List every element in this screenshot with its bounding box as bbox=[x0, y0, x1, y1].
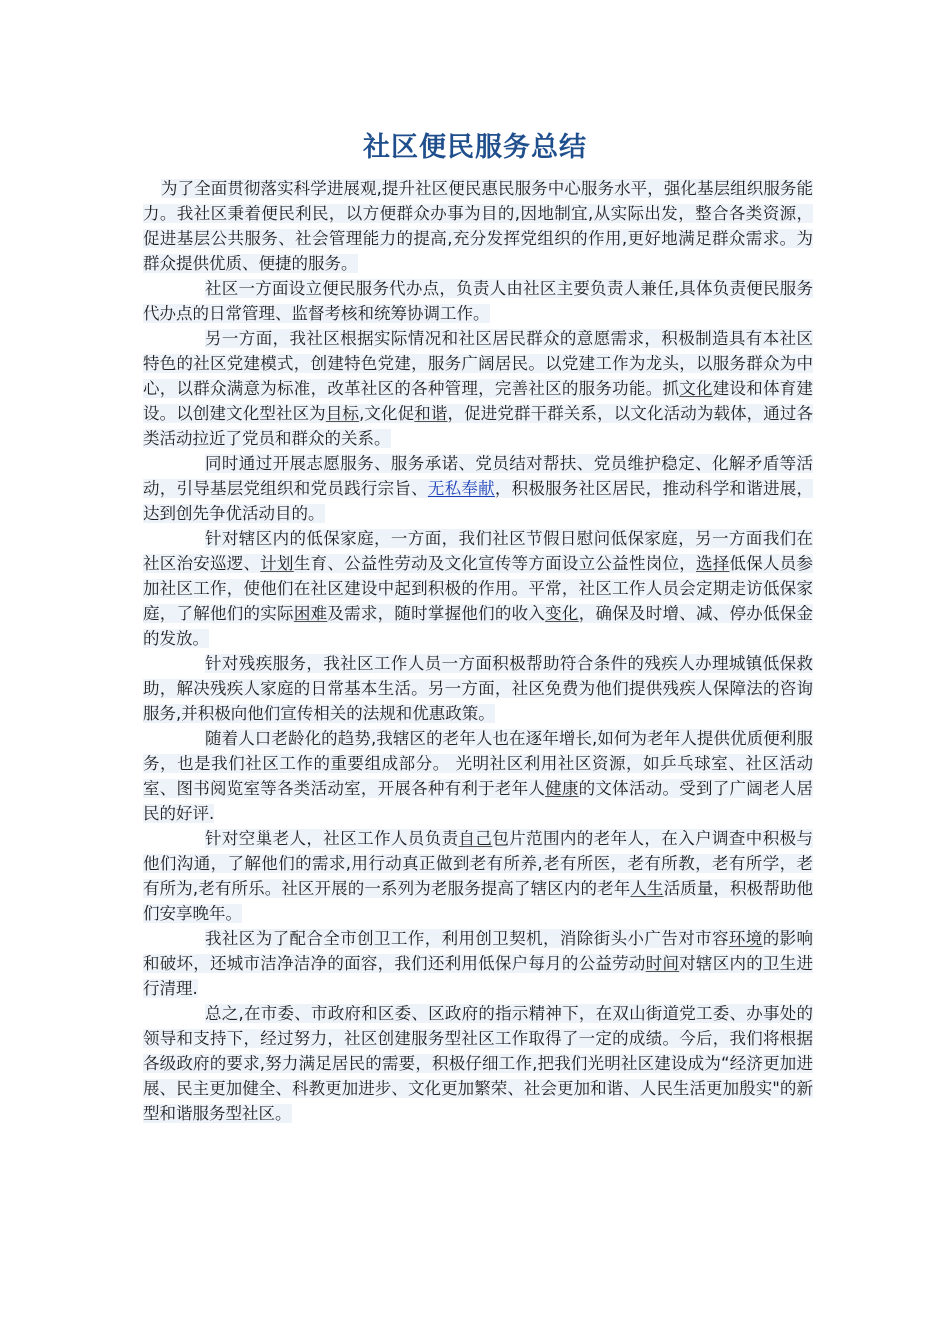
text-segment: 另一方面，我社区根据实际情况和社区居民群众的意愿需求，积极制造具有本社区特色的社区党建模式，创建特色党建，服务广阔居民。以党建工作为龙头，以服务群众为中心，以群众满意为标准，改革社区的各种管理，完善社区的服务功能。抓 bbox=[143, 329, 813, 398]
text-segment: 针对辖区内的低保家庭，一方面，我们社区节假日慰问低保家庭，另一方面我们在社区治安巡逻、 bbox=[143, 529, 813, 573]
paragraph-10 bbox=[143, 1001, 813, 1126]
text-segment: 随着人口老龄化的趋势,我辖区的老年人也在逐年增长,如何为老年人提供优质便利服务，也是我们社区工作的重要组成部分。 光明社区利用社区资源，如乒乓球室、社区活动室、图书阅览室等各类活动室，开展各种有利于老年人 bbox=[143, 729, 813, 798]
underlined-term: 时间 bbox=[645, 954, 680, 973]
paragraph-text bbox=[143, 929, 813, 998]
underlined-term: 选择 bbox=[695, 554, 730, 573]
paragraph-text bbox=[143, 829, 813, 923]
paragraph-6 bbox=[143, 651, 813, 726]
text-segment: 针对残疾服务，我社区工作人员一方面积极帮助符合条件的残疾人办理城镇低保救助，解决残疾人家庭的日常基本生活。另一方面，社区免费为他们提供残疾人保障法的咨询服务,并积极向他们宣传相关的法规和优惠政策。 bbox=[143, 654, 813, 723]
underlined-term: 人生 bbox=[630, 879, 664, 898]
text-segment: ，积极服务社区居民，推动科学和谐进展，达到创先争优活动目的。 bbox=[143, 479, 814, 523]
text-segment: 针对空巢老人，社区工作人员负责 bbox=[205, 829, 459, 848]
underlined-term: 变化 bbox=[545, 604, 579, 623]
text-segment: ，确保及时增、减、停办低保金的发放。 bbox=[143, 604, 814, 648]
underlined-term: 文化 bbox=[679, 379, 713, 398]
text-segment: 为了全面贯彻落实科学进展观,提升社区便民惠民服务中心服务水平，强化基层组织服务能力。我社区秉着便民利民，以方便群众办事为目的,因地制宜,从实际出发，整合各类资源，促进基层公共服务、社会管理能力的提高,充分发挥党组织的作用,更好地满足群众需求。为群众提供优质、便捷的服务。 bbox=[143, 179, 813, 273]
text-segment: 活质量，积极帮助他们安享晚年。 bbox=[143, 879, 814, 923]
page-title: 社区便民服务总结 bbox=[363, 132, 587, 163]
paragraph-1 bbox=[143, 176, 813, 276]
paragraph-text bbox=[143, 529, 813, 648]
paragraph-8 bbox=[143, 826, 813, 926]
paragraph-text bbox=[143, 654, 813, 723]
paragraph-2 bbox=[143, 276, 813, 326]
text-segment: 包片范围内的老年人，在入户调查中积极与他们沟通，了解他们的需求,用行动真正做到老有所养,老有所医，老有所教，老有所学，老有所为,老有所乐。社区开展的一系列为老服务提高了辖区内的老年 bbox=[143, 829, 814, 898]
underlined-term: 计划 bbox=[260, 554, 294, 573]
paragraph-3 bbox=[143, 326, 813, 451]
text-segment: 及需求，随时掌握他们的收入 bbox=[327, 604, 546, 623]
document-body bbox=[143, 176, 813, 1126]
paragraph-text bbox=[143, 179, 813, 273]
text-segment: 我社区为了配合全市创卫工作，利用创卫契机，消除街头小广告对市容 bbox=[205, 929, 729, 948]
text-segment: ，促进党群干群关系，以文化活动为载体，通过各类活动拉近了党员和群众的关系。 bbox=[143, 404, 814, 448]
text-segment: 建设和体育建设。以创建文化型社区为 bbox=[143, 379, 814, 423]
text-segment: 对辖区内的卫生进行清理. bbox=[143, 954, 814, 998]
underlined-term: 和谐 bbox=[414, 404, 448, 423]
hyperlink[interactable]: 无私奉献 bbox=[427, 479, 495, 498]
paragraph-7 bbox=[143, 726, 813, 826]
underlined-term: 环境 bbox=[728, 929, 763, 948]
paragraph-text bbox=[143, 729, 813, 823]
paragraph-5 bbox=[143, 526, 813, 651]
paragraph-text bbox=[143, 279, 813, 323]
paragraph-9 bbox=[143, 926, 813, 1001]
text-segment: 的影响和破坏，还城市洁净洁净的面容，我们还利用低保户每月的公益劳动 bbox=[143, 929, 814, 973]
paragraph-4 bbox=[143, 451, 813, 526]
text-segment: 总之,在市委、市政府和区委、区政府的指示精神下，在双山街道党工委、办事处的领导和支持下，经过努力，社区创建服务型社区工作取得了一定的成绩。今后，我们将根据各级政府的要求,努力满足居民的需要，积极仔细工作,把我们光明社区建设成为“经济更加进展、民主更加健全、科教更加进步、文化更加繁荣、社会更加和谐、人民生活更加殷实"的新型和谐服务型社区。 bbox=[143, 1004, 813, 1123]
text-segment: 同时通过开展志愿服务、服务承诺、党员结对帮扶、党员维护稳定、化解矛盾等活动，引导基层党组织和党员践行宗旨、 bbox=[143, 454, 813, 498]
underlined-term: 自己 bbox=[458, 829, 493, 848]
text-segment: 的文体活动。受到了广阔老人居民的好评. bbox=[143, 779, 814, 823]
underlined-term: 健康 bbox=[545, 779, 579, 798]
text-segment: 生育、公益性劳动及文化宣传等方面设立公益性岗位， bbox=[293, 554, 696, 573]
paragraph-text bbox=[143, 1004, 813, 1123]
paragraph-text bbox=[143, 329, 813, 448]
paragraph-text bbox=[143, 454, 813, 523]
text-segment: ,文化促 bbox=[359, 404, 415, 423]
text-segment: 社区一方面设立便民服务代办点，负责人由社区主要负责人兼任,具体负责便民服务代办点的日常管理、监督考核和统筹协调工作。 bbox=[143, 279, 813, 323]
underlined-term: 困难 bbox=[293, 604, 328, 623]
underlined-term: 目标 bbox=[325, 404, 360, 423]
text-segment: 低保人员参加社区工作，使他们在社区建设中起到积极的作用。平常，社区工作人员会定期走访低保家庭，了解他们的实际 bbox=[143, 554, 814, 623]
